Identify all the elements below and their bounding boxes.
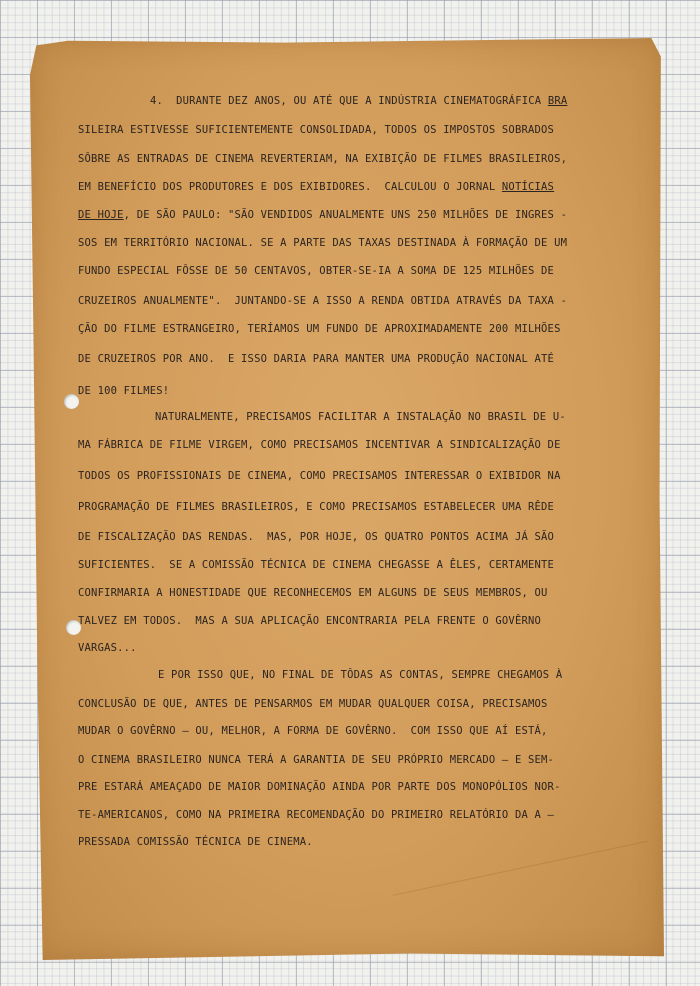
text-line: MUDAR O GOVÊRNO — OU, MELHOR, A FORMA DE GOVÊRNO. COM ISSO QUE AÍ ESTÁ, — [78, 725, 548, 737]
text-line: SÔBRE AS ENTRADAS DE CINEMA REVERTERIAM, NA EXIBIÇÃO DE FILMES BRASILEIROS, — [78, 153, 568, 165]
text-line: DE FISCALIZAÇÃO DAS RENDAS. MAS, POR HOJE, OS QUATRO PONTOS ACIMA JÁ SÃO — [78, 531, 555, 543]
text-line: PRESSADA COMISSÃO TÉCNICA DE CINEMA. — [78, 836, 313, 848]
page-fold-crease — [393, 841, 664, 974]
text-line: TE-AMERICANOS, COMO NA PRIMEIRA RECOMENDAÇÃO DO PRIMEIRO RELATÓRIO DA A — — [78, 809, 555, 821]
text-line: EM BENEFÍCIO DOS PRODUTORES E DOS EXIBIDORES. CALCULOU O JORNAL NOTÍCIAS — [78, 181, 555, 193]
text-line: CRUZEIROS ANUALMENTE". JUNTANDO-SE A ISSO A RENDA OBTIDA ATRAVÉS DA TAXA - — [78, 295, 568, 307]
text-line: DE CRUZEIROS POR ANO. E ISSO DARIA PARA MANTER UMA PRODUÇÃO NACIONAL ATÉ — [78, 353, 555, 365]
text-line: O CINEMA BRASILEIRO NUNCA TERÁ A GARANTIA DE SEU PRÓPRIO MERCADO — E SEM- — [78, 754, 555, 766]
text-line: 4. DURANTE DEZ ANOS, OU ATÉ QUE A INDÚSTRIA CINEMATOGRÁFICA BRA — [150, 95, 568, 107]
text-line: CONCLUSÃO DE QUE, ANTES DE PENSARMOS EM MUDAR QUALQUER COISA, PRECISAMOS — [78, 698, 548, 710]
text-line: SUFICIENTES. SE A COMISSÃO TÉCNICA DE CINEMA CHEGASSE A ÊLES, CERTAMENTE — [78, 559, 555, 571]
text-line: DE HOJE, DE SÃO PAULO: "SÃO VENDIDOS ANUALMENTE UNS 250 MILHÕES DE INGRES - — [78, 209, 568, 221]
text-line: CONFIRMARIA A HONESTIDADE QUE RECONHECEMOS EM ALGUNS DE SEUS MEMBROS, OU — [78, 587, 548, 599]
text-line: VARGAS... — [78, 642, 137, 654]
text-line: PROGRAMAÇÃO DE FILMES BRASILEIROS, E COMO PRECISAMOS ESTABELECER UMA RÊDE — [78, 501, 555, 513]
text-line: NATURALMENTE, PRECISAMOS FACILITAR A INSTALAÇÃO NO BRASIL DE U- — [155, 411, 566, 423]
text-line: E POR ISSO QUE, NO FINAL DE TÔDAS AS CONTAS, SEMPRE CHEGAMOS À — [158, 669, 563, 681]
text-line: SILEIRA ESTIVESSE SUFICIENTEMENTE CONSOLIDADA, TODOS OS IMPOSTOS SOBRADOS — [78, 124, 555, 136]
punch-hole-upper — [64, 394, 79, 409]
text-line: DE 100 FILMES! — [78, 385, 170, 397]
text-line: ÇÃO DO FILME ESTRANGEIRO, TERÍAMOS UM FUNDO DE APROXIMADAMENTE 200 MILHÕES — [78, 323, 561, 335]
text-line: PRE ESTARÁ AMEAÇADO DE MAIOR DOMINAÇÃO AINDA POR PARTE DOS MONOPÓLIOS NOR- — [78, 781, 561, 793]
text-line: TODOS OS PROFISSIONAIS DE CINEMA, COMO PRECISAMOS INTERESSAR O EXIBIDOR NA — [78, 470, 561, 482]
text-line: TALVEZ EM TODOS. MAS A SUA APLICAÇÃO ENCONTRARIA PELA FRENTE O GOVÊRNO — [78, 615, 542, 627]
text-line: SOS EM TERRITÓRIO NACIONAL. SE A PARTE DAS TAXAS DESTINADA À FORMAÇÃO DE UM — [78, 237, 568, 249]
text-line: FUNDO ESPECIAL FÔSSE DE 50 CENTAVOS, OBTER-SE-IA A SOMA DE 125 MILHÕES DE — [78, 265, 555, 277]
text-line: MA FÁBRICA DE FILME VIRGEM, COMO PRECISAMOS INCENTIVAR A SINDICALIZAÇÃO DE — [78, 439, 561, 451]
